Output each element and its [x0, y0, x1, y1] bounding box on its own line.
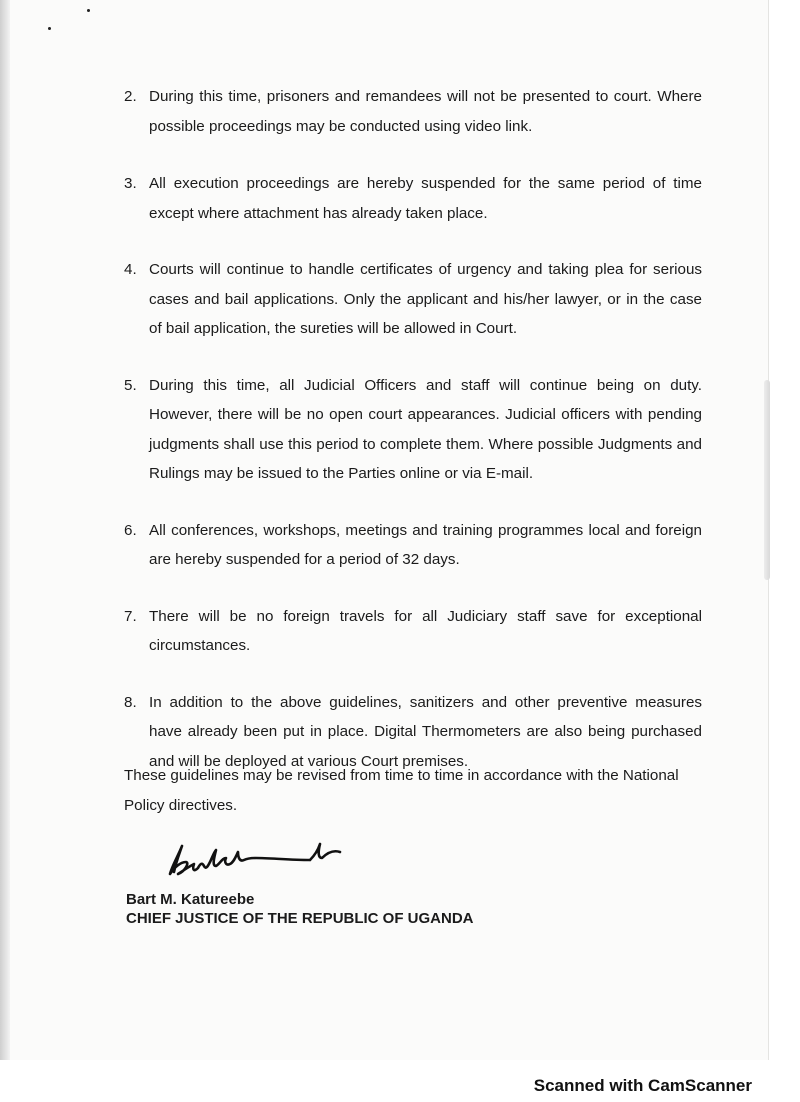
list-item [124, 169, 702, 228]
scan-speck [87, 9, 90, 12]
item-number: 6. [124, 521, 137, 539]
closing-paragraph: These guidelines may be revised from time to time in accordance with the National Policy directives. [124, 767, 679, 814]
signatory-block [126, 890, 474, 928]
item-text: All execution proceedings are hereby suspended for the same period of time except where attachment has already taken place. [149, 175, 702, 222]
item-number: 4. [124, 261, 137, 278]
item-text: During this time, prisoners and remandees will not be presented to court. Where possible proceedings may be conducted using video link. [149, 88, 702, 135]
list-item [124, 371, 702, 489]
item-number: 2. [124, 88, 137, 105]
item-number: 8. [124, 693, 137, 711]
signatory-title: CHIEF JUSTICE OF THE REPUBLIC OF UGANDA [126, 910, 474, 927]
guidelines-list [124, 82, 702, 776]
item-number: 7. [124, 607, 137, 625]
list-item [124, 82, 702, 141]
list-item [124, 602, 702, 661]
signatory-name: Bart M. Katureebe [126, 891, 255, 908]
item-number: 5. [124, 376, 137, 394]
item-text: There will be no foreign travels for all Judiciary staff save for exceptional circumstances. [149, 607, 702, 654]
handwritten-signature [160, 822, 360, 892]
scan-edge-shadow-right [764, 380, 770, 580]
item-text: All conferences, workshops, meetings and training programmes local and foreign are hereby suspended for a period of 32 days. [149, 521, 702, 568]
scan-speck [48, 27, 51, 30]
scanner-watermark: Scanned with CamScanner [533, 1076, 752, 1095]
list-item [124, 255, 702, 344]
item-text: During this time, all Judicial Officers and staff will continue being on duty. However, there will be no open court appearances. Judicial officers with pending judgments shall use this period to complete them. Where possible Judgments and Rulings may be issued to the Parties online or via E-mail. [149, 376, 702, 482]
scan-edge-shadow [0, 0, 10, 1060]
item-text: In addition to the above guidelines, sanitizers and other preventive measures have already been put in place. Digital Thermometers are also being purchased and will be deployed at various Court premises. [149, 693, 702, 770]
item-text: Courts will continue to handle certificates of urgency and taking plea for serious cases and bail applications. Only the applicant and his/her lawyer, or in the case of bail application, the sureties will be allowed in Court. [149, 261, 702, 337]
item-number: 3. [124, 175, 137, 192]
list-item [124, 516, 702, 575]
